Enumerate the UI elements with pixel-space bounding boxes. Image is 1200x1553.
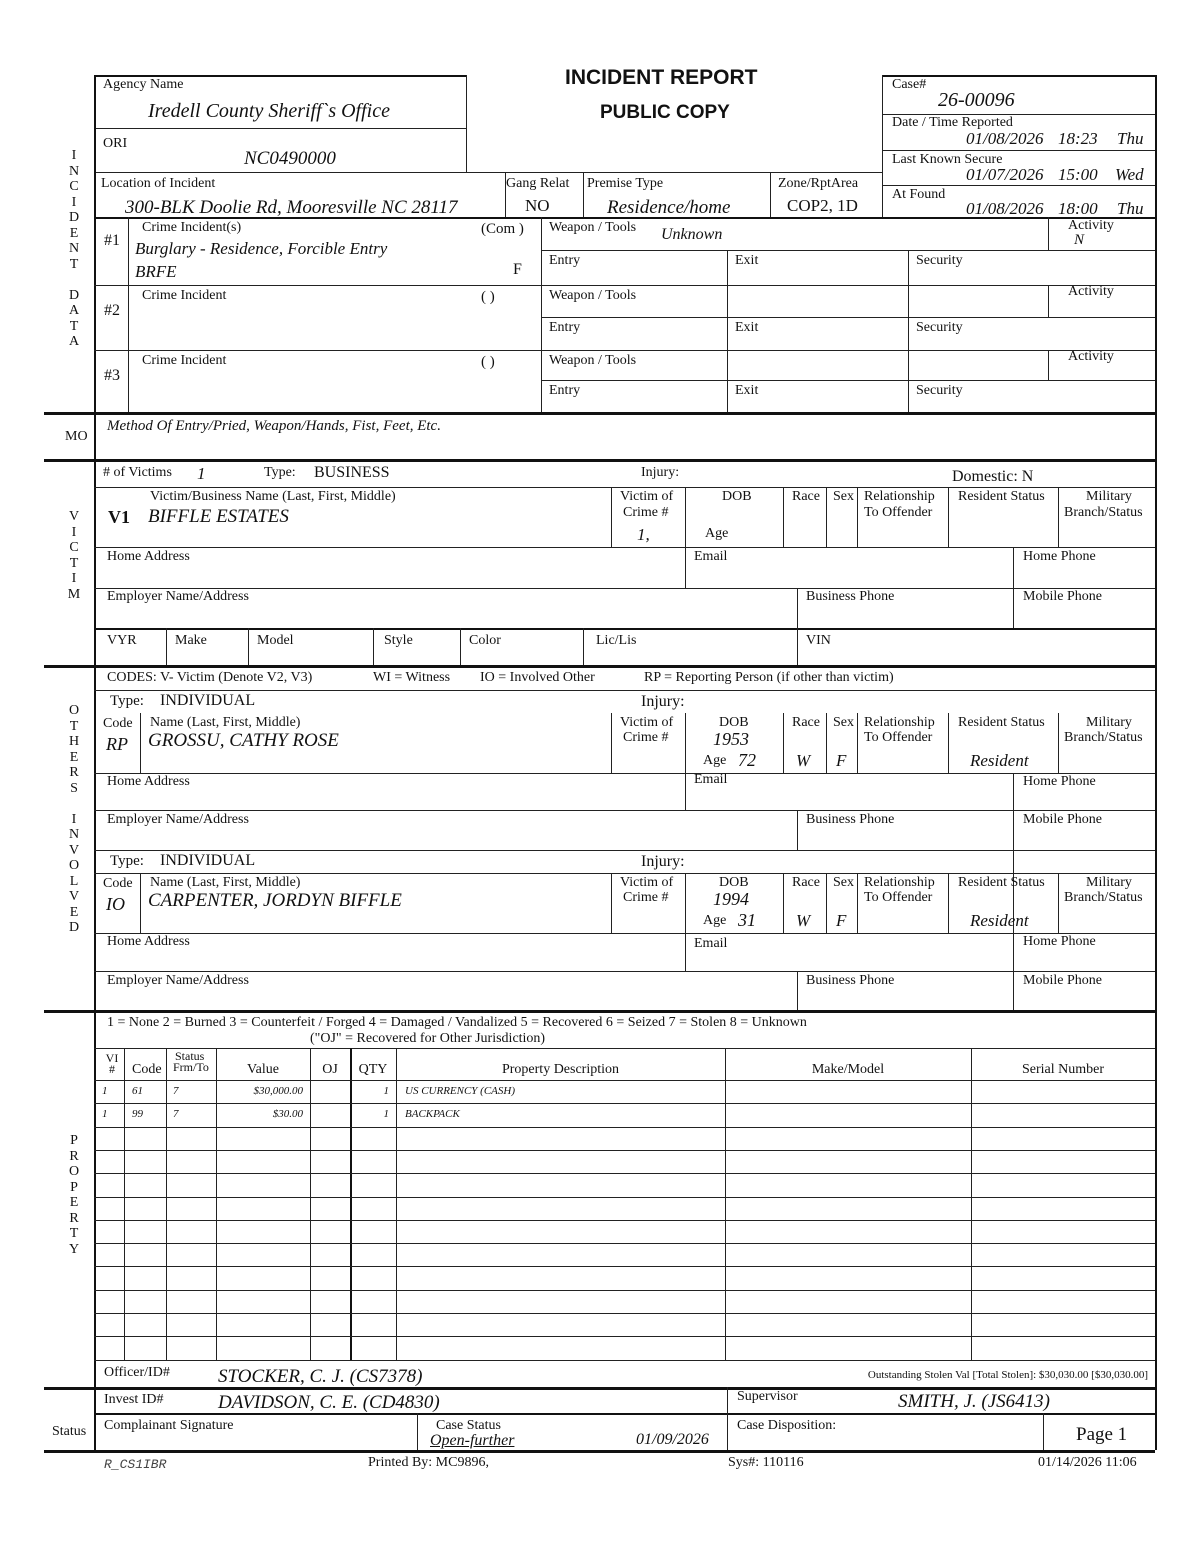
other-employer-label: Employer Name/Address (107, 973, 249, 988)
other-sex: F (836, 911, 847, 930)
col-code: Code (132, 1062, 162, 1077)
rule-line (685, 873, 686, 933)
rule-line (1048, 285, 1049, 317)
vehicle-model-label: Model (257, 633, 294, 648)
rule-line (417, 1413, 418, 1450)
other-race-label: Race (792, 715, 820, 730)
report-subtitle: PUBLIC COPY (600, 102, 730, 123)
agency-label: Agency Name (103, 77, 184, 92)
case-status-date: 01/09/2026 (636, 1431, 709, 1448)
other-email-label: Email (694, 772, 728, 787)
crime-paren: (Com ) (481, 221, 524, 237)
crime-incident-label: Crime Incident (142, 353, 227, 368)
col-serial: Serial Number (1021, 1062, 1105, 1077)
other-resident-label: Resident Status (958, 715, 1045, 730)
activity-value: N (1074, 232, 1085, 248)
form-id: R_CS1IBR (104, 1457, 167, 1472)
found-date: 01/08/2026 (966, 199, 1044, 218)
col-qty: QTY (358, 1062, 388, 1077)
rule-line (727, 250, 728, 412)
rule-line (94, 1103, 1155, 1104)
rule-line (94, 128, 466, 129)
rule-line (94, 810, 1155, 811)
col-vi-2: # (109, 1062, 115, 1076)
other-military-label-2: Branch/Status (1064, 730, 1143, 745)
other-code: RP (106, 734, 128, 754)
rule-line (685, 773, 686, 810)
property-status: 7 (173, 1085, 179, 1097)
rule-line (948, 873, 949, 933)
rule-line (541, 380, 1155, 381)
side-label-property: P R O P E R T Y (68, 1133, 80, 1257)
report-title: INCIDENT REPORT (565, 66, 758, 89)
rule-line (1048, 350, 1049, 380)
found-time: 18:00 (1058, 199, 1098, 218)
rule-line (783, 487, 784, 547)
other-race: W (796, 911, 811, 930)
rule-line (770, 172, 771, 217)
activity-label: Activity (1068, 349, 1114, 364)
rule-line (94, 1243, 1155, 1244)
rule-line (248, 628, 249, 665)
crime-paren: ( ) (481, 354, 495, 370)
other-age-label: Age (703, 913, 727, 928)
weapon-value: Unknown (661, 226, 723, 243)
other-age: 31 (738, 910, 756, 930)
rule-line (94, 285, 1155, 286)
victim-type: BUSINESS (314, 464, 390, 481)
property-qty: 1 (383, 1085, 389, 1097)
victim-resident-label: Resident Status (958, 489, 1045, 504)
col-status: Status (175, 1049, 205, 1063)
other-crime-label: Victim of (620, 875, 674, 890)
victim-dob-label: DOB (722, 489, 752, 504)
rule-line (857, 487, 858, 547)
other-type: INDIVIDUAL (160, 692, 256, 709)
codes-involved: IO = Involved Other (480, 670, 595, 685)
rule-line (882, 185, 1155, 186)
other-type: INDIVIDUAL (160, 852, 256, 869)
other-sex: F (836, 751, 847, 770)
zone-label: Zone/RptArea (778, 176, 859, 191)
other-mobile-phone-label: Mobile Phone (1023, 973, 1102, 988)
other-code-label: Code (103, 876, 133, 891)
rule-line (1013, 547, 1014, 628)
rule-line (1048, 217, 1049, 250)
mo-side-label: MO (65, 429, 88, 444)
victim-military-label-2: Branch/Status (1064, 505, 1143, 520)
rule-line (466, 172, 882, 173)
rule-line (373, 628, 374, 665)
victim-crime-label-2: Crime # (623, 505, 669, 520)
other-home-phone-label: Home Phone (1023, 934, 1096, 949)
system-number: Sys#: 110116 (728, 1455, 804, 1470)
rule-line (541, 317, 1155, 318)
secure-date: 01/07/2026 (966, 165, 1044, 184)
victim-crime-label: Victim of (620, 489, 674, 504)
security-label: Security (916, 253, 963, 268)
rule-line (685, 547, 686, 588)
crime-incident-label: Crime Incident (142, 288, 227, 303)
rule-line (94, 1336, 1155, 1337)
victim-relationship-label: Relationship (864, 489, 935, 504)
case-status-value: Open-further (430, 1432, 515, 1449)
property-status: 7 (173, 1108, 179, 1121)
victim-id: V1 (108, 507, 130, 527)
exit-label: Exit (735, 253, 759, 268)
rule-line (1058, 713, 1059, 773)
activity-label: Activity (1068, 284, 1114, 299)
rule-line (140, 873, 141, 933)
other-relationship-label: Relationship (864, 875, 935, 890)
rule-line (94, 850, 1155, 851)
rule-line (857, 713, 858, 773)
side-label-victim: V I C T I M (67, 509, 81, 602)
officer-name: STOCKER, C. J. (CS7378) (218, 1366, 423, 1387)
rule-line (797, 810, 798, 850)
other-crime-label-2: Crime # (623, 730, 669, 745)
officer-label: Officer/ID# (104, 1365, 170, 1380)
security-label: Security (916, 320, 963, 335)
rule-line (882, 75, 883, 217)
weapon-tools-label: Weapon / Tools (549, 220, 637, 235)
printed-at: 01/14/2026 11:06 (1038, 1455, 1137, 1470)
invest-label: Invest ID# (104, 1392, 164, 1407)
other-business-phone-label: Business Phone (806, 973, 895, 988)
other-type-label: Type: (110, 693, 144, 709)
rule-line (44, 1450, 1155, 1453)
rule-line (1155, 75, 1157, 1450)
vehicle-style-label: Style (384, 633, 413, 648)
gang-value: NO (525, 196, 550, 215)
other-name: GROSSU, CATHY ROSE (148, 730, 339, 751)
other-military-label: Military (1086, 715, 1132, 730)
property-value: $30,000.00 (253, 1085, 303, 1097)
victim-relationship-label-2: To Offender (864, 505, 933, 520)
entry-label: Entry (549, 383, 581, 398)
case-number: 26-00096 (938, 89, 1015, 111)
exit-label: Exit (735, 320, 759, 335)
rule-line (94, 1220, 1155, 1221)
rule-line (94, 773, 1155, 774)
rule-line (94, 1173, 1155, 1174)
rule-line (94, 1197, 1155, 1198)
complainant-signature-label: Complainant Signature (104, 1418, 234, 1433)
reported-label: Date / Time Reported (892, 115, 1013, 130)
victim-crime-number: 1, (637, 525, 650, 544)
rule-line (94, 628, 1155, 630)
other-dob: 1994 (713, 889, 749, 909)
other-resident-status: Resident (970, 911, 1029, 930)
rule-line (1058, 487, 1059, 547)
other-email-label: Email (694, 936, 728, 951)
found-label: At Found (892, 187, 946, 202)
vehicle-make-label: Make (175, 633, 207, 648)
other-sex-label: Sex (833, 875, 854, 890)
rule-line (783, 713, 784, 773)
victim-employer-label: Employer Name/Address (107, 589, 249, 604)
vehicle-year-label: VYR (107, 633, 137, 648)
property-description: US CURRENCY (CASH) (405, 1085, 515, 1097)
rule-line (140, 713, 141, 773)
domestic-flag: Domestic: N (952, 468, 1034, 485)
crime-paren: ( ) (481, 289, 495, 305)
activity-label: Activity (1068, 218, 1114, 233)
rule-line (857, 873, 858, 933)
other-home-address-label: Home Address (107, 774, 190, 789)
rule-line (94, 1127, 1155, 1128)
other-resident-label: Resident Status (958, 875, 1045, 890)
rule-line (1058, 873, 1059, 933)
other-relationship-label: Relationship (864, 715, 935, 730)
col-oj: OJ (322, 1062, 338, 1077)
rule-line (460, 628, 461, 665)
rule-line (583, 628, 584, 665)
side-label-incident-data: I N C I D E N T D A T A (68, 148, 80, 349)
security-label: Security (916, 383, 963, 398)
location-value: 300-BLK Doolie Rd, Mooresville NC 28117 (125, 197, 458, 218)
crime-offense: Burglary - Residence, Forcible Entry (135, 239, 388, 258)
col-status-2: Frm/To (173, 1060, 209, 1074)
other-business-phone-label: Business Phone (806, 812, 895, 827)
rule-line (44, 459, 1155, 462)
rule-line (44, 1387, 1155, 1390)
property-qty: 1 (383, 1108, 389, 1121)
rule-line (44, 412, 1155, 415)
rule-line (94, 1080, 1155, 1081)
rule-line (1013, 773, 1014, 850)
property-code: 61 (132, 1085, 143, 1097)
weapon-tools-label: Weapon / Tools (549, 288, 637, 303)
reported-time: 18:23 (1058, 129, 1098, 148)
premise-label: Premise Type (587, 176, 664, 191)
page-number: Page 1 (1076, 1424, 1128, 1445)
gang-label: Gang Relat (506, 176, 570, 191)
other-code: IO (106, 894, 125, 914)
rule-line (166, 628, 167, 665)
rule-line (1043, 1413, 1044, 1450)
victim-injury-label: Injury: (641, 465, 680, 480)
location-label: Location of Incident (101, 176, 216, 191)
ori-label: ORI (103, 136, 128, 151)
rule-line (94, 1290, 1155, 1291)
rule-line (128, 217, 129, 412)
victim-sex-label: Sex (833, 489, 854, 504)
rule-line (611, 487, 612, 547)
rule-line (908, 250, 909, 412)
rule-line (44, 1010, 1155, 1013)
rule-line (466, 75, 467, 172)
rule-line (826, 713, 827, 773)
zone-value: COP2, 1D (787, 196, 858, 215)
crime-incident-label: Crime Incident(s) (142, 220, 242, 235)
weapon-tools-label: Weapon / Tools (549, 353, 637, 368)
codes-legend: CODES: V- Victim (Denote V2, V3) (107, 670, 313, 685)
victim-home-label: Home Address (107, 549, 190, 564)
rule-line (541, 250, 1155, 251)
rule-line (882, 150, 1155, 151)
other-military-label-2: Branch/Status (1064, 890, 1143, 905)
other-crime-label-2: Crime # (623, 890, 669, 905)
other-sex-label: Sex (833, 715, 854, 730)
property-status-legend: 1 = None 2 = Burned 3 = Counterfeit / Forged 4 = Damaged / Vandalized 5 = Recovered 6 = Seized 7 = Stolen 8 = Unknown (107, 1015, 807, 1030)
victim-age-label: Age (705, 526, 729, 541)
other-home-phone-label: Home Phone (1023, 774, 1096, 789)
rule-line (685, 933, 686, 971)
rule-line (685, 713, 686, 773)
rule-line (94, 1360, 1155, 1361)
victim-count-label: # of Victims (103, 465, 172, 480)
other-race: W (796, 751, 811, 770)
col-value: Value (247, 1062, 279, 1077)
victim-race-label: Race (792, 489, 820, 504)
victim-email-label: Email (694, 549, 728, 564)
crime-number: #2 (104, 302, 120, 319)
other-code-label: Code (103, 716, 133, 731)
other-dob: 1953 (713, 729, 749, 749)
other-relationship-label-2: To Offender (864, 730, 933, 745)
property-vi: 1 (102, 1085, 108, 1097)
secure-time: 15:00 (1058, 165, 1098, 184)
col-description: Property Description (501, 1062, 620, 1077)
col-make-model: Make/Model (811, 1062, 885, 1077)
rule-line (94, 588, 1155, 589)
supervisor-label: Supervisor (737, 1389, 798, 1404)
supervisor-name: SMITH, J. (JS6413) (898, 1391, 1050, 1412)
rule-line (44, 665, 1155, 668)
vehicle-vin-label: VIN (806, 633, 831, 648)
col-vi: VI (105, 1051, 119, 1065)
victim-military-label: Military (1086, 489, 1132, 504)
case-disposition-label: Case Disposition: (737, 1418, 837, 1433)
rule-line (948, 487, 949, 547)
other-dob-label: DOB (719, 715, 749, 730)
other-name: CARPENTER, JORDYN BIFFLE (148, 890, 402, 911)
rule-line (1013, 933, 1014, 1010)
codes-witness: WI = Witness (373, 670, 451, 685)
entry-label: Entry (549, 253, 581, 268)
rule-line (94, 873, 1155, 874)
victim-name: BIFFLE ESTATES (148, 506, 289, 527)
other-employer-label: Employer Name/Address (107, 812, 249, 827)
premise-value: Residence/home (607, 197, 731, 218)
property-description: BACKPACK (405, 1108, 460, 1121)
rule-line (94, 1413, 1155, 1415)
ori-value: NC0490000 (244, 148, 336, 169)
crime-number: #1 (104, 232, 120, 249)
rule-line (94, 971, 1155, 972)
vehicle-color-label: Color (469, 633, 501, 648)
secure-label: Last Known Secure (892, 152, 1003, 167)
rule-line (948, 713, 949, 773)
rule-line (94, 1313, 1155, 1314)
other-type-label: Type: (110, 853, 144, 869)
mo-text: Method Of Entry/Pried, Weapon/Hands, Fist, Feet, Etc. (107, 418, 441, 434)
side-label-others-involved: O T H E R S I N V O L V E D (68, 703, 80, 935)
victim-home-phone-label: Home Phone (1023, 549, 1096, 564)
reported-day: Thu (1117, 129, 1144, 148)
other-injury-label: Injury: (641, 853, 685, 870)
rule-line (727, 1387, 728, 1450)
crime-flag: F (513, 261, 522, 278)
property-oj-legend: ("OJ" = Recovered for Other Jurisdiction) (310, 1031, 546, 1046)
rule-line (611, 713, 612, 773)
entry-label: Entry (549, 320, 581, 335)
rule-line (797, 971, 798, 1010)
status-side-label: Status (52, 1424, 87, 1439)
victim-mobile-phone-label: Mobile Phone (1023, 589, 1102, 604)
rule-line (94, 1150, 1155, 1151)
other-age: 72 (738, 750, 756, 770)
other-relationship-label-2: To Offender (864, 890, 933, 905)
investigator-name: DAVIDSON, C. E. (CD4830) (218, 1392, 440, 1413)
outstanding-stolen-value: Outstanding Stolen Val [Total Stolen]: $30,030.00 [$30,030.00] (867, 1369, 1148, 1381)
found-day: Thu (1117, 199, 1144, 218)
rule-line (583, 172, 584, 217)
crime-code: BRFE (135, 262, 177, 281)
rule-line (94, 1266, 1155, 1267)
property-value: $30.00 (272, 1108, 303, 1121)
rule-line (783, 873, 784, 933)
other-name-label: Name (Last, First, Middle) (150, 875, 301, 890)
codes-reporting: RP = Reporting Person (if other than victim) (644, 670, 894, 685)
vehicle-license-label: Lic/Lis (596, 633, 637, 648)
rule-line (94, 547, 1155, 548)
printed-by: Printed By: MC9896, (368, 1455, 489, 1470)
rule-line (94, 690, 1155, 691)
victim-name-label: Victim/Business Name (Last, First, Middle) (150, 489, 396, 504)
rule-line (94, 487, 1155, 488)
property-vi: 1 (102, 1108, 108, 1121)
property-code: 99 (132, 1108, 143, 1121)
other-injury-label: Injury: (641, 693, 685, 710)
other-mobile-phone-label: Mobile Phone (1023, 812, 1102, 827)
case-label: Case# (892, 77, 927, 92)
other-dob-label: DOB (719, 875, 749, 890)
crime-number: #3 (104, 367, 120, 384)
other-home-address-label: Home Address (107, 934, 190, 949)
victim-count: 1 (197, 464, 206, 483)
secure-day: Wed (1115, 165, 1144, 184)
case-status-label: Case Status (436, 1418, 501, 1433)
other-age-label: Age (703, 753, 727, 768)
rule-line (94, 172, 466, 173)
rule-line (797, 588, 798, 665)
reported-date: 01/08/2026 (966, 129, 1044, 148)
other-name-label: Name (Last, First, Middle) (150, 715, 301, 730)
other-resident-status: Resident (970, 751, 1029, 770)
other-military-label: Military (1086, 875, 1132, 890)
other-crime-label: Victim of (620, 715, 674, 730)
rule-line (826, 487, 827, 547)
rule-line (685, 487, 686, 547)
rule-line (541, 217, 542, 412)
exit-label: Exit (735, 383, 759, 398)
victim-type-label: Type: (264, 465, 296, 480)
rule-line (94, 933, 1155, 934)
agency-name: Iredell County Sheriff`s Office (148, 100, 390, 122)
rule-line (611, 873, 612, 933)
rule-line (826, 873, 827, 933)
rule-line (94, 1048, 1155, 1049)
other-race-label: Race (792, 875, 820, 890)
victim-business-phone-label: Business Phone (806, 589, 895, 604)
rule-line (94, 350, 1155, 351)
